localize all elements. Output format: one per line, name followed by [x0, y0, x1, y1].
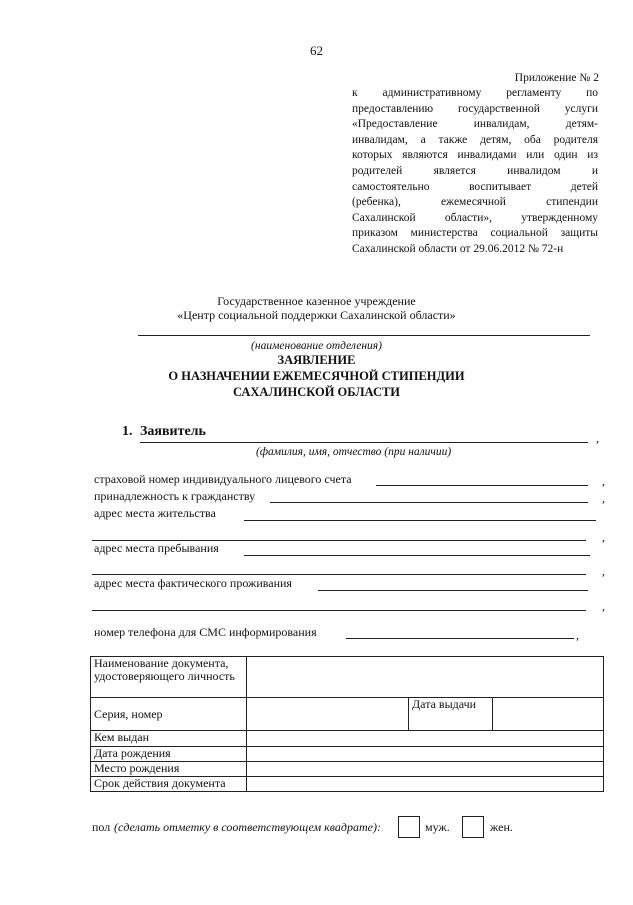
snils-label: страховой номер индивидуального лицевого счета: [94, 472, 352, 486]
issue-date-label: Дата выдачи: [409, 698, 493, 731]
appendix-line: «Предоставление инвалидам, детям-: [352, 118, 598, 131]
female-label: жен.: [490, 820, 513, 834]
table-row: [91, 747, 604, 762]
actual-address-label: адрес места фактического проживания: [94, 576, 292, 590]
appendix-line: Сахалинской области», утвержденному: [352, 211, 598, 224]
page-number: 62: [310, 43, 323, 58]
series-cell[interactable]: [247, 698, 409, 731]
phone-label: номер телефона для СМС информирования: [94, 625, 317, 639]
phone-line[interactable]: [346, 638, 574, 639]
appendix-line: инвалидам, а также детям, оба родителя: [352, 133, 598, 146]
birth-place-label: Место рождения: [91, 762, 247, 777]
doc-name-cell[interactable]: [247, 657, 604, 698]
appendix-line: к административному регламенту по: [352, 87, 598, 99]
appendix-line: приказом министерства социальной защиты: [352, 227, 598, 240]
comma: ,: [602, 599, 605, 613]
stay-line-2[interactable]: [92, 574, 586, 575]
appendix-title: Приложение № 2: [514, 72, 599, 84]
birth-place-cell[interactable]: [247, 762, 604, 777]
department-line[interactable]: [138, 335, 590, 336]
birth-date-label: Дата рождения: [91, 747, 247, 762]
actual-address-line-2[interactable]: [92, 610, 586, 611]
stay-label: адрес места пребывания: [94, 541, 219, 555]
comma: ,: [602, 530, 605, 544]
snils-line[interactable]: [376, 485, 588, 486]
applicant-name-hint: (фамилия, имя, отчество (при наличии): [256, 446, 452, 458]
residence-label: адрес места жительства: [94, 506, 216, 520]
comma: ,: [576, 628, 579, 642]
appendix-line: (ребенка), ежемесячной стипендии: [352, 196, 598, 209]
validity-label: Срок действия документа: [91, 777, 247, 792]
male-label: муж.: [425, 820, 450, 834]
gender-hint: (сделать отметку в соответствующем квадрате):: [114, 820, 381, 834]
appendix-line: которых являются инвалидами или один из: [352, 149, 598, 162]
section-number: 1.: [122, 424, 133, 439]
appendix-line: Сахалинской области от 29.06.2012 № 72-н: [352, 242, 564, 255]
table-row: [91, 657, 604, 698]
table-row: [91, 762, 604, 777]
issued-by-label: Кем выдан: [91, 731, 247, 747]
issued-by-cell[interactable]: [247, 731, 604, 747]
appendix-line: предоставлению государственной услуги: [352, 102, 598, 115]
female-checkbox[interactable]: [462, 816, 484, 838]
applicant-name-line[interactable]: [140, 442, 588, 443]
residence-line[interactable]: [244, 520, 596, 521]
appendix-text: [352, 86, 598, 258]
institution-name: Государственное казенное учреждение: [217, 294, 416, 308]
institution-full-name: «Центр социальной поддержки Сахалинской области»: [177, 308, 456, 322]
gender-label: пол: [92, 820, 111, 834]
doc-name-label: Наименование документа, удостоверяющего личность: [91, 657, 247, 698]
comma: ,: [602, 474, 605, 488]
actual-address-line[interactable]: [318, 590, 588, 591]
validity-cell[interactable]: [247, 777, 604, 792]
male-checkbox[interactable]: [398, 816, 420, 838]
table-row: [91, 698, 604, 731]
table-row: [91, 731, 604, 747]
citizenship-line[interactable]: [270, 502, 588, 503]
statement-subtitle: О НАЗНАЧЕНИИ ЕЖЕМЕСЯЧНОЙ СТИПЕНДИИ: [168, 369, 465, 383]
statement-region: САХАЛИНСКОЙ ОБЛАСТИ: [232, 385, 401, 399]
issue-date-cell[interactable]: [493, 698, 604, 731]
stay-line[interactable]: [244, 555, 590, 556]
series-label: Серия, номер: [91, 698, 247, 731]
identity-document-table: [90, 656, 604, 792]
statement-title: ЗАЯВЛЕНИЕ: [277, 353, 356, 367]
comma: ,: [596, 431, 599, 445]
appendix-line: родителей является инвалидом и: [352, 164, 598, 177]
appendix-line: самостоятельно воспитывает детей: [352, 180, 598, 193]
birth-date-cell[interactable]: [247, 747, 604, 762]
department-hint: (наименование отделения): [251, 340, 382, 352]
table-row: [91, 777, 604, 792]
citizenship-label: принадлежность к гражданству: [94, 489, 256, 503]
applicant-label: Заявитель: [140, 424, 206, 439]
comma: ,: [602, 491, 605, 505]
comma: ,: [602, 564, 605, 578]
